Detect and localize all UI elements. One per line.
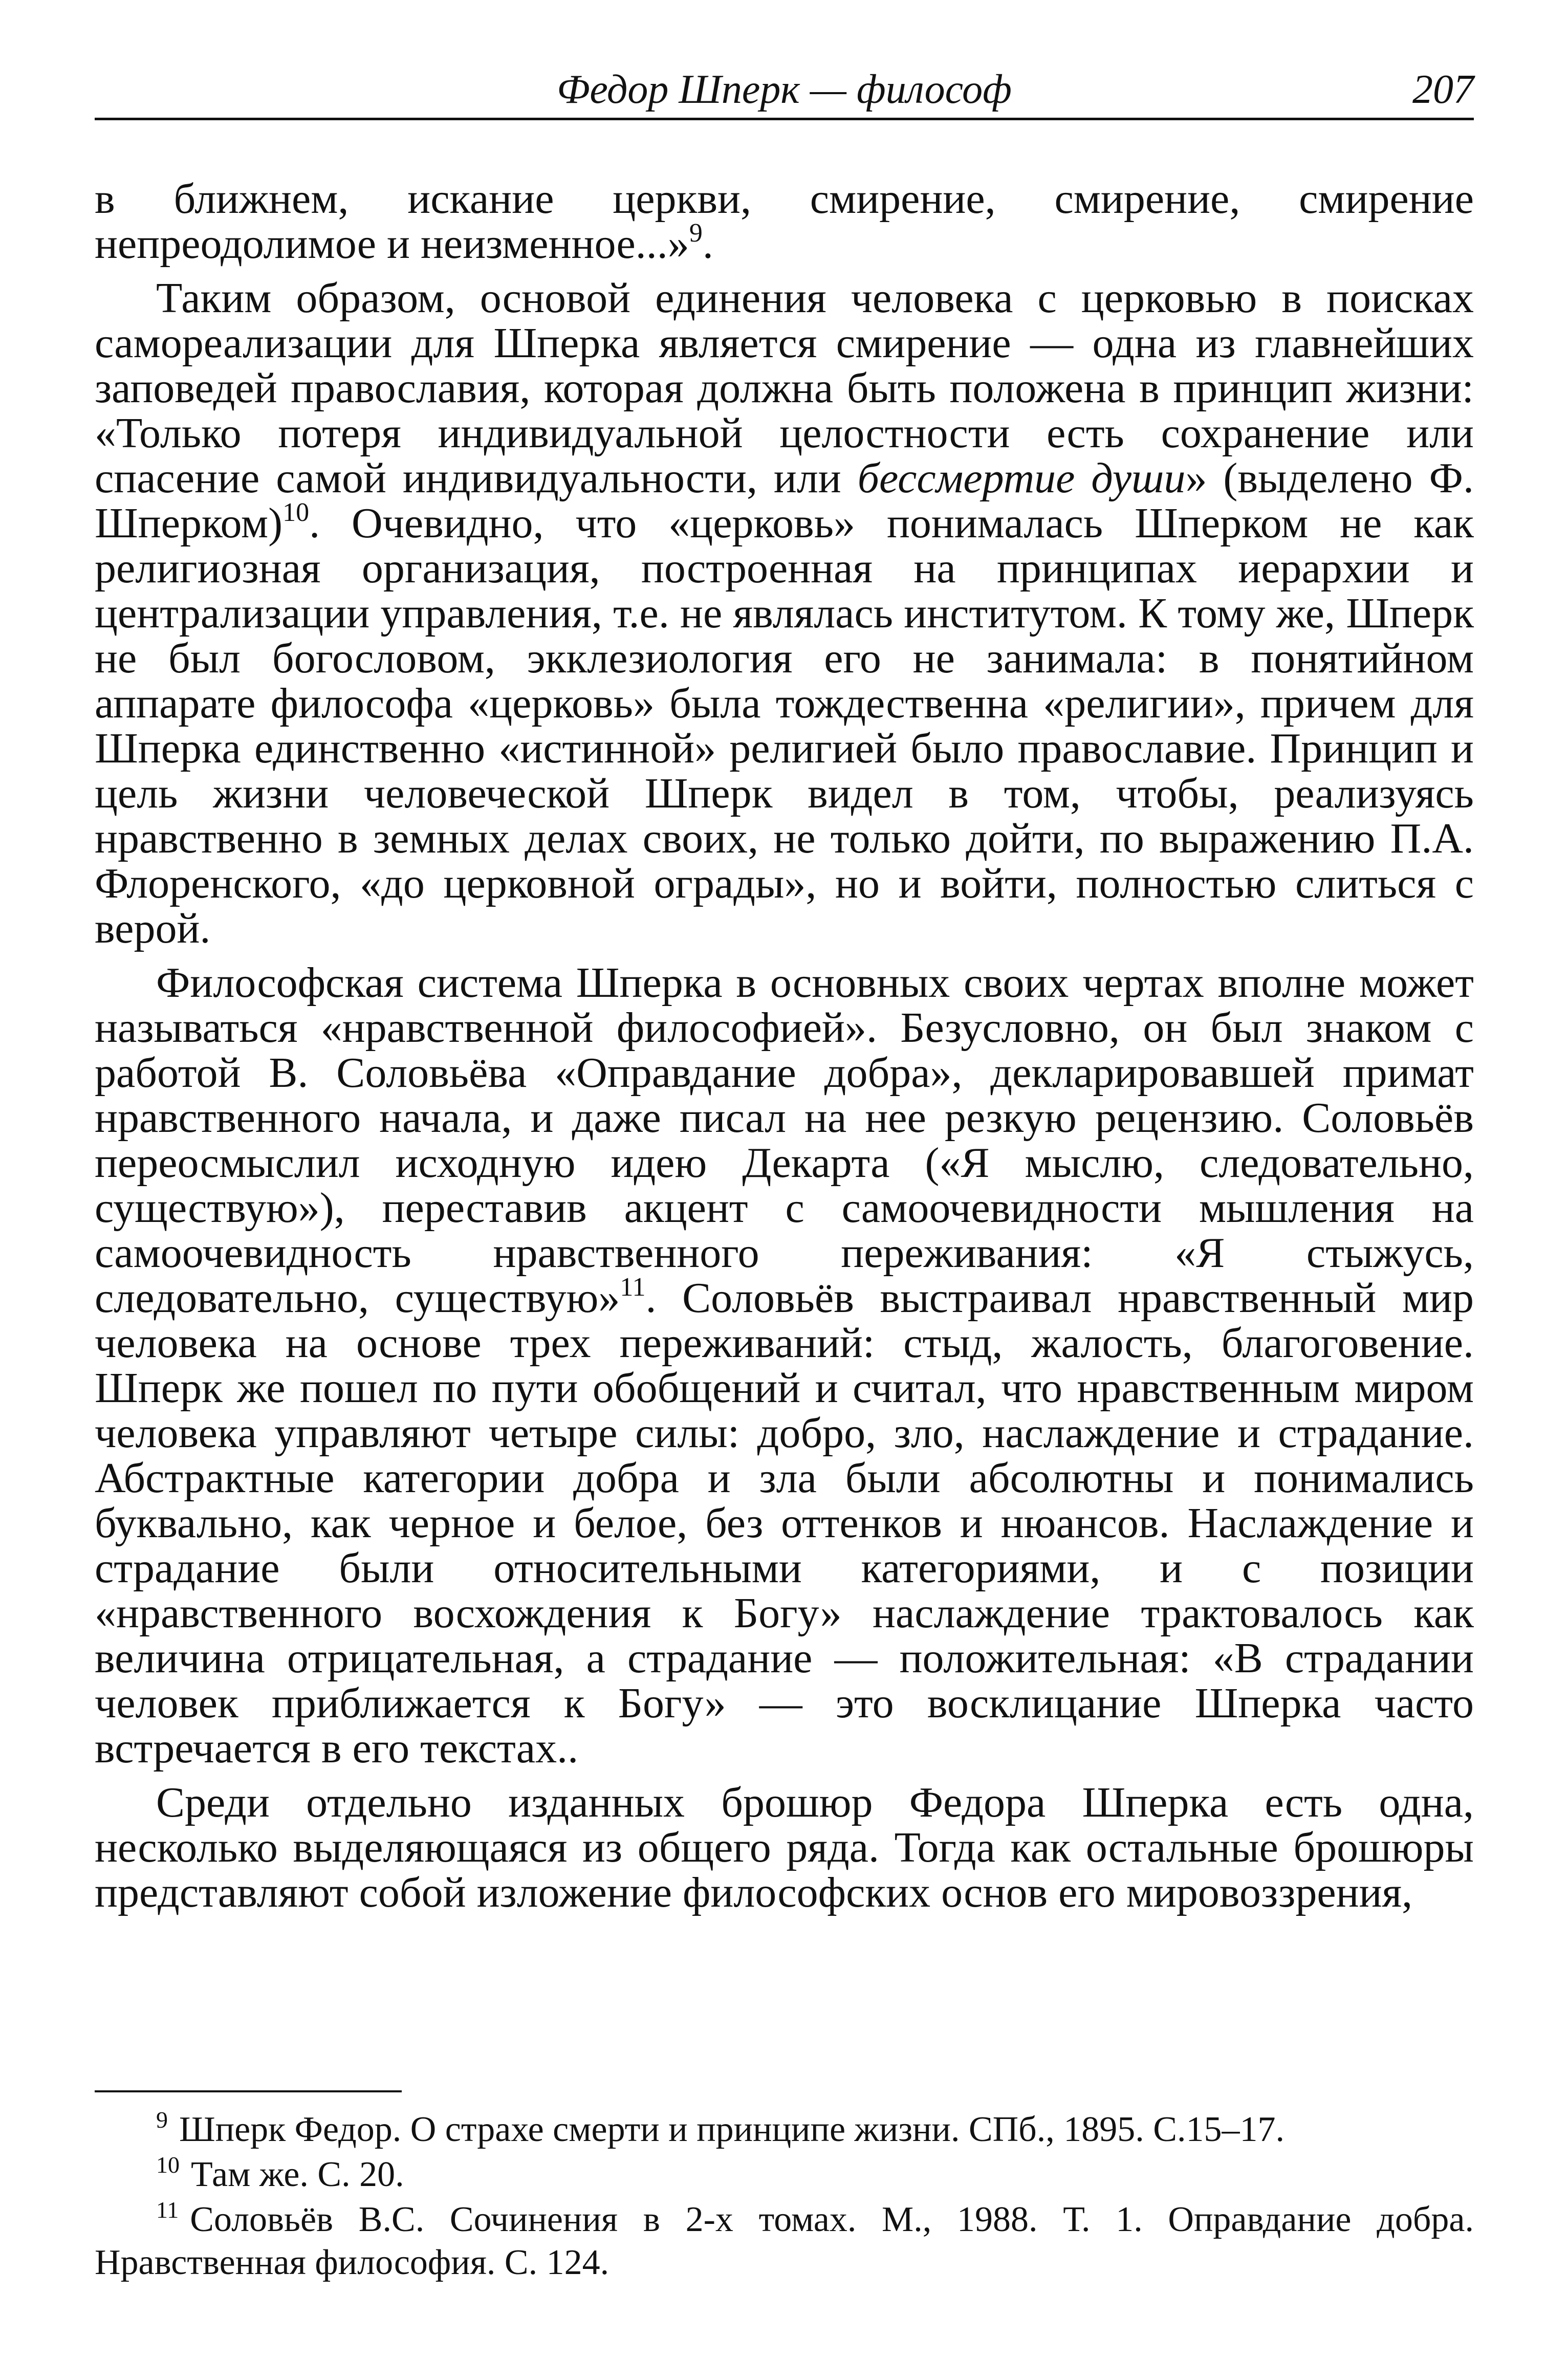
paragraph-2 <box>95 276 1474 951</box>
footnote-text: Шперк Федор. О страхе смерти и принципе жизни. СПб., 1895. С.15–17. <box>179 2110 1284 2149</box>
paragraph-4-text: Среди отдельно изданных брошюр Федора Шперка есть одна, несколько выделяющаяся из общего ряда. Тогда как остальные брошюры представляют собой изложение философских основ его мировоззрения, <box>95 1779 1474 1916</box>
paragraph-3-part-a: Философская система Шперка в основных своих чертах вполне может называться «нравственной философией». Безусловно, он был знаком с работой В. Соловьёва «Оправдание добра», декларировавшей примат нравственного начала, и даже писал на нее резкую рецензию. Соловьёв переосмыслил исходную идею Декарта («Я мыслю, следовательно, существую»), переставив акцент с самоочевидности мышления на самоочевидность нравственного переживания: «Я стыжусь, следовательно, существую» <box>95 959 1474 1322</box>
paragraph-2-part-a: Таким образом, основой единения человека с церковью в поисках самореализации для Шперка является смирение — одна из главнейших заповедей православия, которая должна быть положена в принцип жизни: «Только потеря индивидуальной целостности есть сохранение или спасение самой индивидуальности, или <box>95 274 1474 502</box>
footnote-text: Соловьёв В.С. Сочинения в 2-х томах. М., 1988. Т. 1. Оправдание добра. Нравственная философия. С. 124. <box>95 2200 1474 2282</box>
paragraph-1 <box>95 177 1474 267</box>
footnote-ref-10: 10 <box>282 498 310 527</box>
footnote-text: Там же. С. 20. <box>191 2155 404 2194</box>
paragraph-2-part-c: . Очевидно, что «церковь» понималась Шперком не как религиозная организация, построенная на принципах иерархии и централизации управления, т.е. не являлась институтом. К тому же, Шперк не был богословом, экклезиология его не занимала: в понятийном аппарате философа «церковь» была тождественна «религии», причем для Шперка единственно «истинной» религией было православие. Принцип и цель жизни человеческой Шперк видел в том, чтобы, реализуясь нравственно в земных делах своих, не только дойти, по выражению П.А. Флоренского, «до церковной ограды», но и войти, полностью слиться с верой. <box>95 499 1474 952</box>
paragraph-3-part-b: . Соловьёв выстраивал нравственный мир человека на основе трех переживаний: стыд, жалость, благоговение. Шперк же пошел по пути обобщений и считал, что нравственным миром человека управляют четыре силы: добро, зло, наслаждение и страдание. Абстрактные категории добра и зла были абсолютны и понимались буквально, как черное и белое, без оттенков и нюансов. Наслаждение и страдание были относительными категориями, и с позиции «нравственного восхождения к Богу» наслаждение трактовалось как величина отрицательная, а страдание — положительная: «В страдании человек приближается к Богу» — это восклицание Шперка часто встречается в его текстах.. <box>95 1274 1474 1772</box>
footnotes <box>95 2108 1474 2286</box>
footnote-number: 9 <box>156 2107 168 2133</box>
footnote <box>95 2153 1474 2196</box>
footnote-ref-9: 9 <box>689 218 703 248</box>
footnote <box>95 2198 1474 2284</box>
running-title: Федор Шперк — философ <box>557 67 1012 112</box>
paragraph-3 <box>95 960 1474 1771</box>
footnote-number: 10 <box>156 2152 180 2178</box>
footnote-ref-11: 11 <box>620 1273 646 1302</box>
paragraph-1-text: в ближнем, искание церкви, смирение, смирение, смирение непреодолимое и неизменное...» <box>95 175 1474 268</box>
page-number: 207 <box>1412 67 1474 112</box>
paragraph-1-tail: . <box>702 220 713 268</box>
footnote <box>95 2108 1474 2151</box>
paragraph-2-part-b: » (выделено Ф. Шперком) <box>95 454 1474 547</box>
main-text <box>95 177 1474 1915</box>
paragraph-2-italic: бессмертие души <box>857 454 1186 502</box>
footnote-divider <box>95 2090 402 2092</box>
running-header <box>95 64 1474 120</box>
paragraph-4 <box>95 1780 1474 1915</box>
footnote-number: 11 <box>156 2197 179 2223</box>
